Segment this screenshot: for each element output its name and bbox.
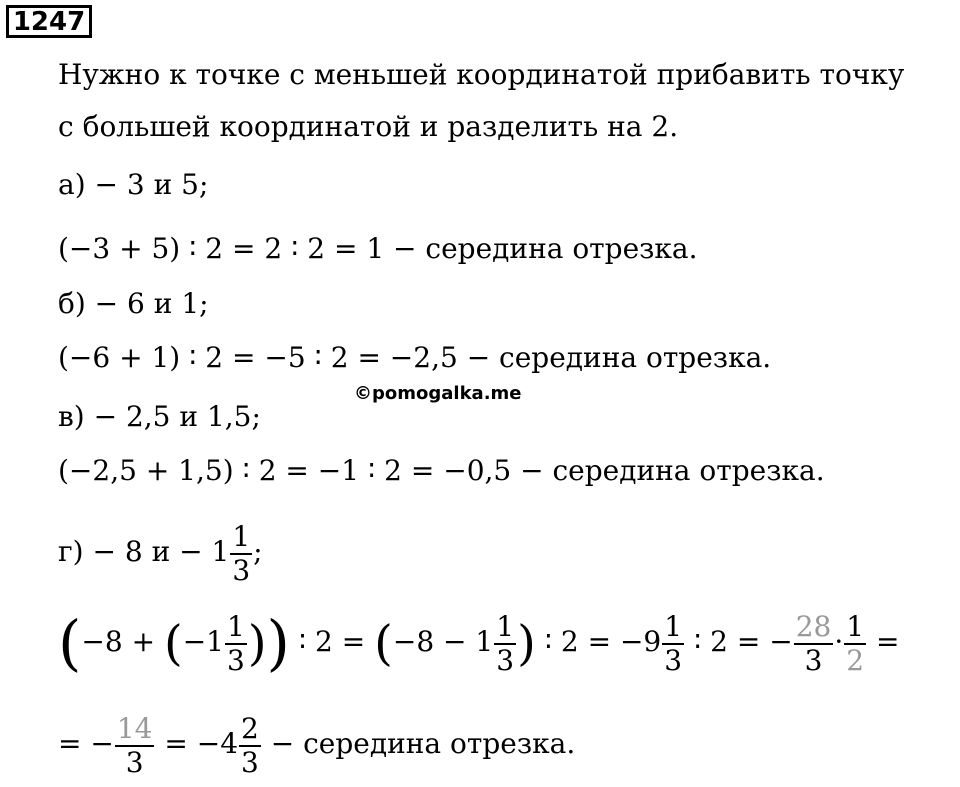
fraction-numerator: 2 (241, 711, 259, 745)
fraction-denominator: 3 (241, 745, 259, 779)
eq2-term-1: = − (58, 727, 114, 760)
multiply-dot: · (834, 625, 844, 658)
watermark: ©pomogalka.me (354, 383, 522, 404)
fraction (662, 611, 684, 677)
eq1-term-1: −8 + (81, 625, 164, 658)
part-g-heading-suffix: ; (253, 535, 263, 568)
fraction-numerator: 1 (496, 609, 515, 643)
eq1-term-2: −1 (182, 625, 224, 658)
eq2-term-3: − середина отрезка. (261, 727, 576, 760)
fraction (225, 611, 247, 677)
close-paren: ) (517, 615, 536, 672)
fraction (239, 713, 261, 779)
part-v-equation: (−2,5 + 1,5) ∶ 2 = −1 ∶ 2 = −0,5 − середина отрезка. (58, 454, 825, 487)
eq1-term-4: −8 − 1 (392, 625, 494, 658)
eq1-term-8: = (867, 625, 900, 658)
open-paren: ( (58, 608, 82, 679)
fraction-denominator: 3 (804, 643, 823, 677)
fraction-numerator: 1 (226, 609, 245, 643)
part-b-equation: (−6 + 1) ∶ 2 = −5 ∶ 2 = −2,5 − середина отрезка. (58, 341, 772, 374)
fraction (794, 611, 834, 677)
fraction-numerator: 14 (116, 711, 153, 745)
part-g-heading (58, 520, 263, 587)
fraction-numerator: 28 (795, 609, 832, 643)
open-paren: ( (374, 615, 393, 672)
intro-line-1: Нужно к точке с меньшей координатой прибавить точку (58, 58, 905, 91)
fraction (115, 713, 155, 779)
part-g-equation-2 (58, 706, 575, 782)
part-g-heading-prefix: г) − 8 и − 1 (58, 535, 230, 568)
part-b-heading: б) − 6 и 1; (58, 287, 209, 320)
fraction (494, 611, 516, 677)
eq1-term-3: ∶ 2 = (289, 625, 375, 658)
part-g-fraction (230, 521, 252, 587)
fraction-numerator: 1 (846, 609, 865, 643)
fraction-denominator: 2 (846, 643, 865, 677)
part-g-equation-1 (58, 604, 899, 680)
fraction-denominator: 3 (125, 745, 144, 779)
intro-line-2: с большей координатой и разделить на 2. (58, 110, 679, 143)
eq2-term-2: = −4 (155, 727, 239, 760)
fraction-denominator: 3 (226, 643, 245, 677)
problem-number: 1247 (6, 5, 92, 38)
eq1-term-6: ∶ 2 = − (685, 625, 793, 658)
part-a-heading: а) − 3 и 5; (58, 168, 209, 201)
close-paren: ) (266, 608, 290, 679)
open-paren: ( (163, 615, 183, 672)
fraction-numerator: 1 (232, 519, 251, 553)
fraction-denominator: 3 (496, 643, 515, 677)
fraction-numerator: 1 (664, 609, 683, 643)
eq1-term-5: ∶ 2 = −9 (535, 625, 662, 658)
close-paren: ) (247, 615, 267, 672)
part-v-heading: в) − 2,5 и 1,5; (58, 400, 261, 433)
fraction-denominator: 3 (664, 643, 683, 677)
part-a-equation: (−3 + 5) ∶ 2 = 2 ∶ 2 = 1 − середина отрезка. (58, 232, 698, 265)
fraction-denominator: 3 (232, 553, 251, 587)
fraction (844, 611, 866, 677)
